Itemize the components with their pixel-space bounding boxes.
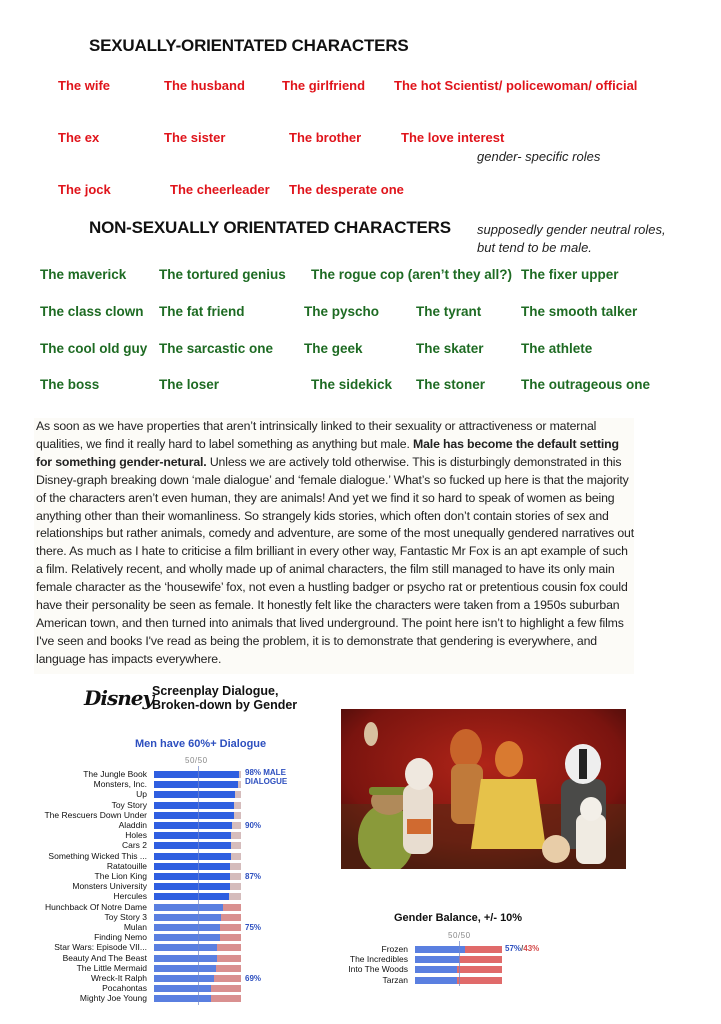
sexual-role-item: The brother xyxy=(289,130,362,145)
fantastic-mr-fox-still xyxy=(341,709,626,869)
bar-category-label: Aladdin xyxy=(118,820,147,830)
bar-category-label: Monsters University xyxy=(72,881,147,892)
nonsexual-role-item: The athlete xyxy=(521,341,593,356)
nonsexual-role-item: The rogue cop (aren’t they all?) xyxy=(311,267,513,282)
nonsexual-role-item: The pyscho xyxy=(304,304,380,319)
female-bar xyxy=(220,934,241,941)
nonsexual-role-item: The fixer upper xyxy=(521,267,619,282)
sexual-role-item: The desperate one xyxy=(289,182,404,197)
female-bar xyxy=(229,893,241,900)
bar-category-label: Finding Nemo xyxy=(94,932,147,943)
essay-paragraph xyxy=(34,418,634,669)
nonsexual-role-item: The sidekick xyxy=(311,377,393,392)
movie-still-image xyxy=(341,709,626,869)
bar-category-label: Something Wicked This ... xyxy=(48,850,147,861)
male-bar xyxy=(154,965,216,972)
bar-category-label: Hunchback Of Notre Dame xyxy=(44,901,147,912)
nonsexual-role-item: The tyrant xyxy=(416,304,482,319)
nonsexual-role-item: The outrageous one xyxy=(521,377,651,392)
female-bar xyxy=(220,924,241,931)
nonsexual-role-item: The cool old guy xyxy=(40,341,148,356)
essay-text-1: As soon as we have properties that aren’t intrinsically linked to their sexuality or attractiveness or maternal qualities, we find it really hard to label something as anything but male. xyxy=(36,419,597,451)
sexual-role-item: The cheerleader xyxy=(170,182,270,197)
female-bar xyxy=(234,812,241,819)
sexual-note: gender- specific roles xyxy=(477,149,601,164)
bar-category-label: Hercules xyxy=(113,891,147,902)
bar-category-label: Mighty Joe Young xyxy=(79,993,147,1004)
female-bar xyxy=(457,977,502,984)
percent-annotation: 75% xyxy=(245,923,262,932)
female-bar xyxy=(214,975,241,982)
sexual-role-item: The wife xyxy=(58,78,111,93)
balance-category-label: The Incredibles xyxy=(349,954,408,965)
female-bar xyxy=(211,995,241,1002)
balance-fifty-label: 50/50 xyxy=(448,931,471,940)
male-bar xyxy=(154,802,234,809)
male-bar xyxy=(154,955,217,962)
bar-category-label: Toy Story 3 xyxy=(104,911,147,922)
balance-percent-annotation xyxy=(505,944,539,953)
female-bar xyxy=(217,944,241,951)
sexual-role-item: The jock xyxy=(58,182,111,197)
female-bar xyxy=(211,985,241,992)
male-bar xyxy=(415,946,465,953)
bar-category-label: The Lion King xyxy=(94,871,147,881)
female-bar xyxy=(231,853,241,860)
male-bar xyxy=(154,873,230,880)
male-bar xyxy=(154,975,214,982)
bar-category-label: Beauty And The Beast xyxy=(62,952,147,963)
percent-annotation: 69% xyxy=(245,974,262,983)
balance-fifty-line xyxy=(459,941,460,986)
sexual-role-item: The love interest xyxy=(401,130,505,145)
sexual-role-item: The husband xyxy=(164,78,245,93)
female-bar xyxy=(231,842,241,849)
nonsexual-role-item: The skater xyxy=(416,341,484,356)
male-bar xyxy=(154,853,231,860)
male-bar xyxy=(154,812,234,819)
bar-category-label: Wreck-It Ralph xyxy=(90,973,147,983)
sexual-role-item: The sister xyxy=(164,130,226,145)
bar-category-label: Ratatouille xyxy=(106,860,147,871)
male-bar xyxy=(154,934,220,941)
nonsexual-role-item: The class clown xyxy=(40,304,144,319)
female-bar xyxy=(231,832,241,839)
bar-category-label: Holes xyxy=(125,830,147,841)
male-bar xyxy=(154,944,217,951)
male-bar xyxy=(154,822,232,829)
nonsexual-role-item: The tortured genius xyxy=(159,267,286,282)
female-bar xyxy=(230,863,241,870)
bar-category-label: Up xyxy=(136,789,147,800)
nonsexual-role-item: The maverick xyxy=(40,267,127,282)
nonsexual-role-item: The geek xyxy=(304,341,363,356)
female-bar xyxy=(234,802,241,809)
female-bar xyxy=(457,966,502,973)
female-bar xyxy=(216,965,241,972)
female-bar xyxy=(465,946,502,953)
female-bar xyxy=(232,822,241,829)
nonsexual-role-item: The boss xyxy=(40,377,100,392)
female-bar xyxy=(230,873,241,880)
male-bar xyxy=(154,863,230,870)
female-bar xyxy=(238,781,241,788)
fifty-fifty-line xyxy=(198,766,199,1005)
male-bar xyxy=(154,893,229,900)
bar-category-label: Pocahontas xyxy=(102,983,147,994)
nonsexual-role-item: The smooth talker xyxy=(521,304,638,319)
male-bar xyxy=(154,904,223,911)
male-percent: 57% xyxy=(505,944,522,953)
balance-category-label: Frozen xyxy=(381,944,408,954)
disney-logo: Disney xyxy=(84,686,154,710)
fifty-fifty-label: 50/50 xyxy=(185,756,208,765)
sexual-role-item: The girlfriend xyxy=(282,78,366,93)
male-bar xyxy=(154,842,231,849)
male-bar xyxy=(154,995,211,1002)
female-bar xyxy=(239,771,241,778)
sexual-heading: SEXUALLY-ORIENTATED CHARACTERS xyxy=(89,36,409,55)
male-bar xyxy=(154,781,238,788)
nonsexual-role-item: The sarcastic one xyxy=(159,341,274,356)
nonsexual-heading: NON-SEXUALLY ORIENTATED CHARACTERS xyxy=(89,218,451,237)
percent-annotation: 90% xyxy=(245,821,262,830)
female-percent: 43% xyxy=(523,944,540,953)
balance-category-label: Tarzan xyxy=(382,974,408,985)
bar-category-label: Toy Story xyxy=(111,799,147,810)
chart-title-line2: Broken-down by Gender xyxy=(152,698,298,712)
bar-category-label: The Jungle Book xyxy=(83,769,147,779)
sexual-role-item: The hot Scientist/ policewoman/ official xyxy=(394,78,638,93)
nonsexual-note-line2: but tend to be male. xyxy=(477,240,592,255)
male-bar xyxy=(154,914,221,921)
bar-category-label: Cars 2 xyxy=(121,840,147,851)
men-dialogue-subtitle: Men have 60%+ Dialogue xyxy=(135,738,267,750)
male-bar xyxy=(154,985,211,992)
male-bar xyxy=(154,771,239,778)
male-bar xyxy=(154,791,235,798)
bar-category-label: The Rescuers Down Under xyxy=(44,809,147,820)
male-bar xyxy=(154,924,220,931)
nonsexual-role-item: The stoner xyxy=(416,377,486,392)
female-bar xyxy=(221,914,241,921)
male-bar xyxy=(415,956,459,963)
essay-text-2: Unless we are actively told otherwise. This is disturbingly demonstrated in this Disney-graph breaking down ‘male dialogue’ and ‘female dialogue.’ What’s so fucked up here is that the majority of the characters aren’t even human, they are animals! And yet we find it so hard to speak of women as being anything other than their womanliness. So strangely kids stories, which often don’t contain stories of sex and relationships but rather animals, comedy and adventure, are some of the most unequally gendered narratives out there. As much as I hate to criticise a film brilliant in every other way, Fantastic Mr Fox is an apt example of such a film. Relatively recent, and wholly made up of animal characters, the film still managed to have its only main female character as the ‘housewife’ fox, not even a hustling badger or psycho rat or pretentious cousin fox could have their personality be seen as female. It honestly felt like the characters were taken from a 1950s suburban American town, and then turned into animals that lived underground. The point here isn’t to highlight a few films I've seen and books I've read as being the problem, it is to demonstrate that gendering is everywhere, and language has impacts everywhere. xyxy=(36,454,635,666)
chart-title xyxy=(152,684,297,712)
balance-chart-title: Gender Balance, +/- 10% xyxy=(394,912,523,924)
bar-category-label: The Little Mermaid xyxy=(76,962,147,973)
essay-block xyxy=(34,418,634,674)
nonsexual-role-item: The loser xyxy=(159,377,220,392)
female-bar xyxy=(235,791,241,798)
chart-title-line1: Screenplay Dialogue, xyxy=(152,684,279,698)
female-bar xyxy=(217,955,241,962)
male-bar xyxy=(415,977,457,984)
percent-separator: / xyxy=(521,944,524,953)
male-bar xyxy=(154,883,230,890)
nonsexual-role-item: The fat friend xyxy=(159,304,245,319)
sexual-role-item: The ex xyxy=(58,130,100,145)
bar-category-label: Mulan xyxy=(123,922,147,932)
bar-category-label: Monsters, Inc. xyxy=(93,779,147,790)
bar-category-label: Star Wars: Episode VII... xyxy=(54,942,147,953)
percent-annotation: 87% xyxy=(245,872,262,881)
female-bar xyxy=(230,883,241,890)
percent-annotation: 98% MALE DIALOGUE xyxy=(245,768,288,786)
balance-category-label: Into The Woods xyxy=(348,964,408,975)
male-bar xyxy=(415,966,457,973)
female-bar xyxy=(223,904,241,911)
essay-bold-claim: Male has become the default setting for something gender-netural. xyxy=(36,436,619,469)
female-bar xyxy=(459,956,502,963)
male-bar xyxy=(154,832,231,839)
nonsexual-note-line1: supposedly gender neutral roles, xyxy=(477,222,666,237)
